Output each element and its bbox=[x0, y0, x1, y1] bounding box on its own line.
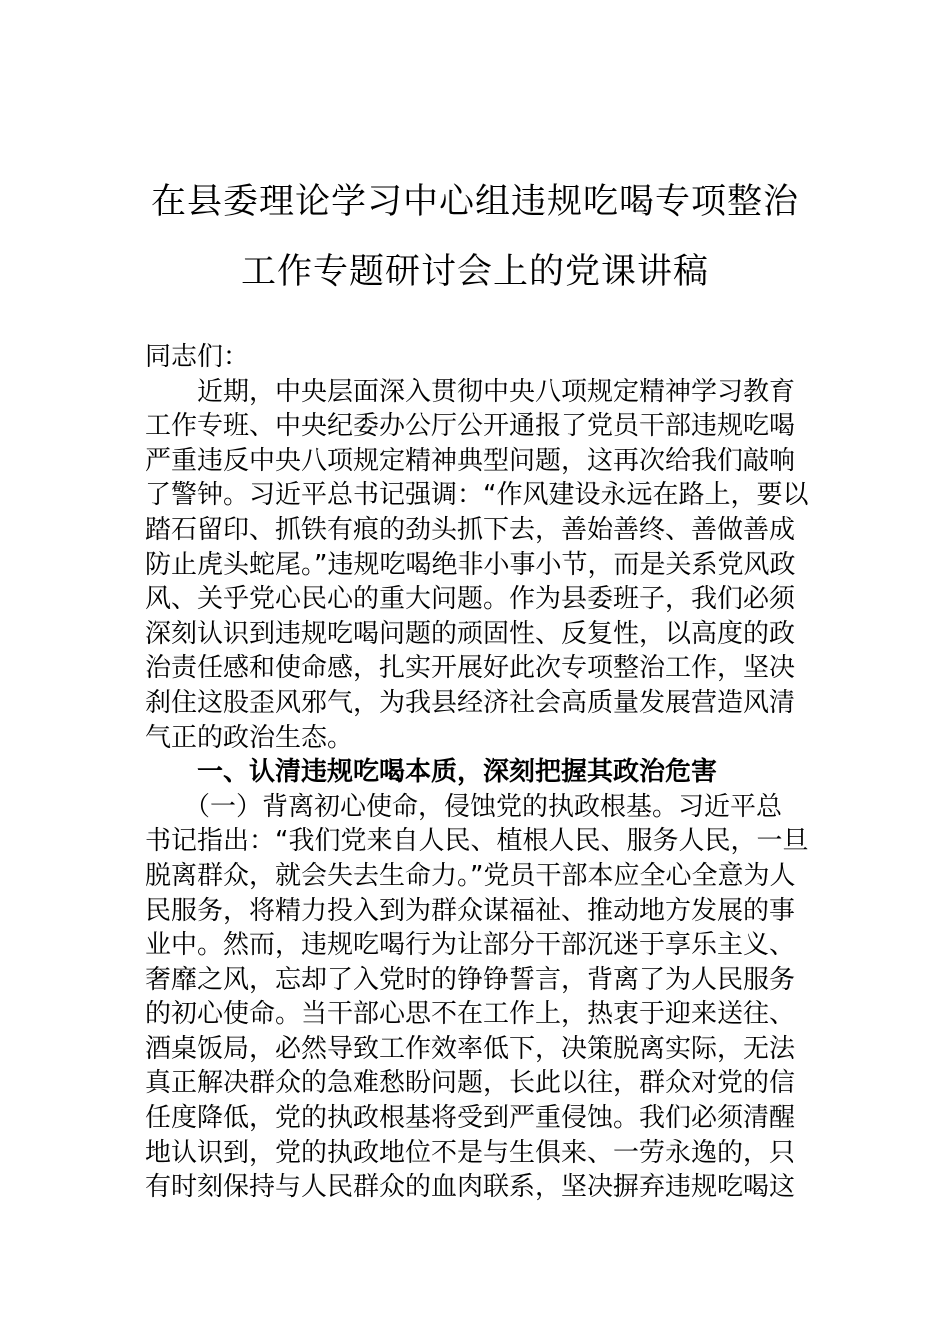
body-line: 民服务，将精力投入到为群众谋福祉、推动地方发展的事 bbox=[145, 895, 796, 926]
body-line: 的初心使命。当干部心思不在工作上，热衷于迎来送往、 bbox=[145, 999, 796, 1030]
body-line: 有时刻保持与人民群众的血肉联系，坚决摒弃违规吃喝这 bbox=[145, 1172, 796, 1203]
body-line: 深刻认识到违规吃喝问题的顽固性、反复性，以高度的政 bbox=[145, 618, 796, 649]
body-line: 气正的政治生态。 bbox=[145, 722, 354, 753]
body-line: 近期，中央层面深入贯彻中央八项规定精神学习教育 bbox=[145, 376, 796, 407]
body-line: 防止虎头蛇尾。”违规吃喝绝非小事小节，而是关系党风政 bbox=[145, 549, 796, 580]
body-line: 脱离群众，就会失去生命力。”党员干部本应全心全意为人 bbox=[145, 860, 796, 891]
document-body bbox=[145, 340, 807, 1205]
body-line: 酒桌饭局，必然导致工作效率低下，决策脱离实际，无法 bbox=[145, 1033, 796, 1064]
salutation: 同志们： bbox=[145, 342, 250, 372]
body-line: 地认识到，党的执政地位不是与生俱来、一劳永逸的，只 bbox=[145, 1137, 796, 1168]
body-line: 踏石留印、抓铁有痕的劲头抓下去，善始善终、善做善成 bbox=[145, 514, 796, 545]
body-line: 治责任感和使命感，扎实开展好此次专项整治工作，坚决 bbox=[145, 653, 796, 684]
document-title-line-1: 在县委理论学习中心组违规吃喝专项整治 bbox=[150, 182, 799, 222]
body-line: 工作专班、中央纪委办公厅公开通报了党员干部违规吃喝 bbox=[145, 411, 796, 442]
body-line: 刹住这股歪风邪气，为我县经济社会高质量发展营造风清 bbox=[145, 687, 796, 718]
body-line: 书记指出：“我们党来自人民、植根人民、服务人民，一旦 bbox=[145, 826, 809, 857]
document-title-line-2: 工作专题研讨会上的党课讲稿 bbox=[240, 252, 709, 292]
body-line: 真正解决群众的急难愁盼问题，长此以往，群众对党的信 bbox=[145, 1068, 796, 1099]
body-line: 了警钟。习近平总书记强调：“作风建设永远在路上，要以 bbox=[145, 480, 809, 511]
body-line: 业中。然而，违规吃喝行为让部分干部沉迷于享乐主义、 bbox=[145, 930, 796, 961]
body-line: 奢靡之风，忘却了入党时的铮铮誓言，背离了为人民服务 bbox=[145, 964, 796, 995]
body-line: 严重违反中央八项规定精神典型问题，这再次给我们敲响 bbox=[145, 445, 796, 476]
body-line: 任度降低，党的执政根基将受到严重侵蚀。我们必须清醒 bbox=[145, 1103, 796, 1134]
body-line: （一）背离初心使命，侵蚀党的执政根基。习近平总 bbox=[145, 791, 783, 822]
section-heading: 一、认清违规吃喝本质，深刻把握其政治危害 bbox=[145, 757, 718, 788]
body-line: 风、关乎党心民心的重大问题。作为县委班子，我们必须 bbox=[145, 584, 796, 615]
